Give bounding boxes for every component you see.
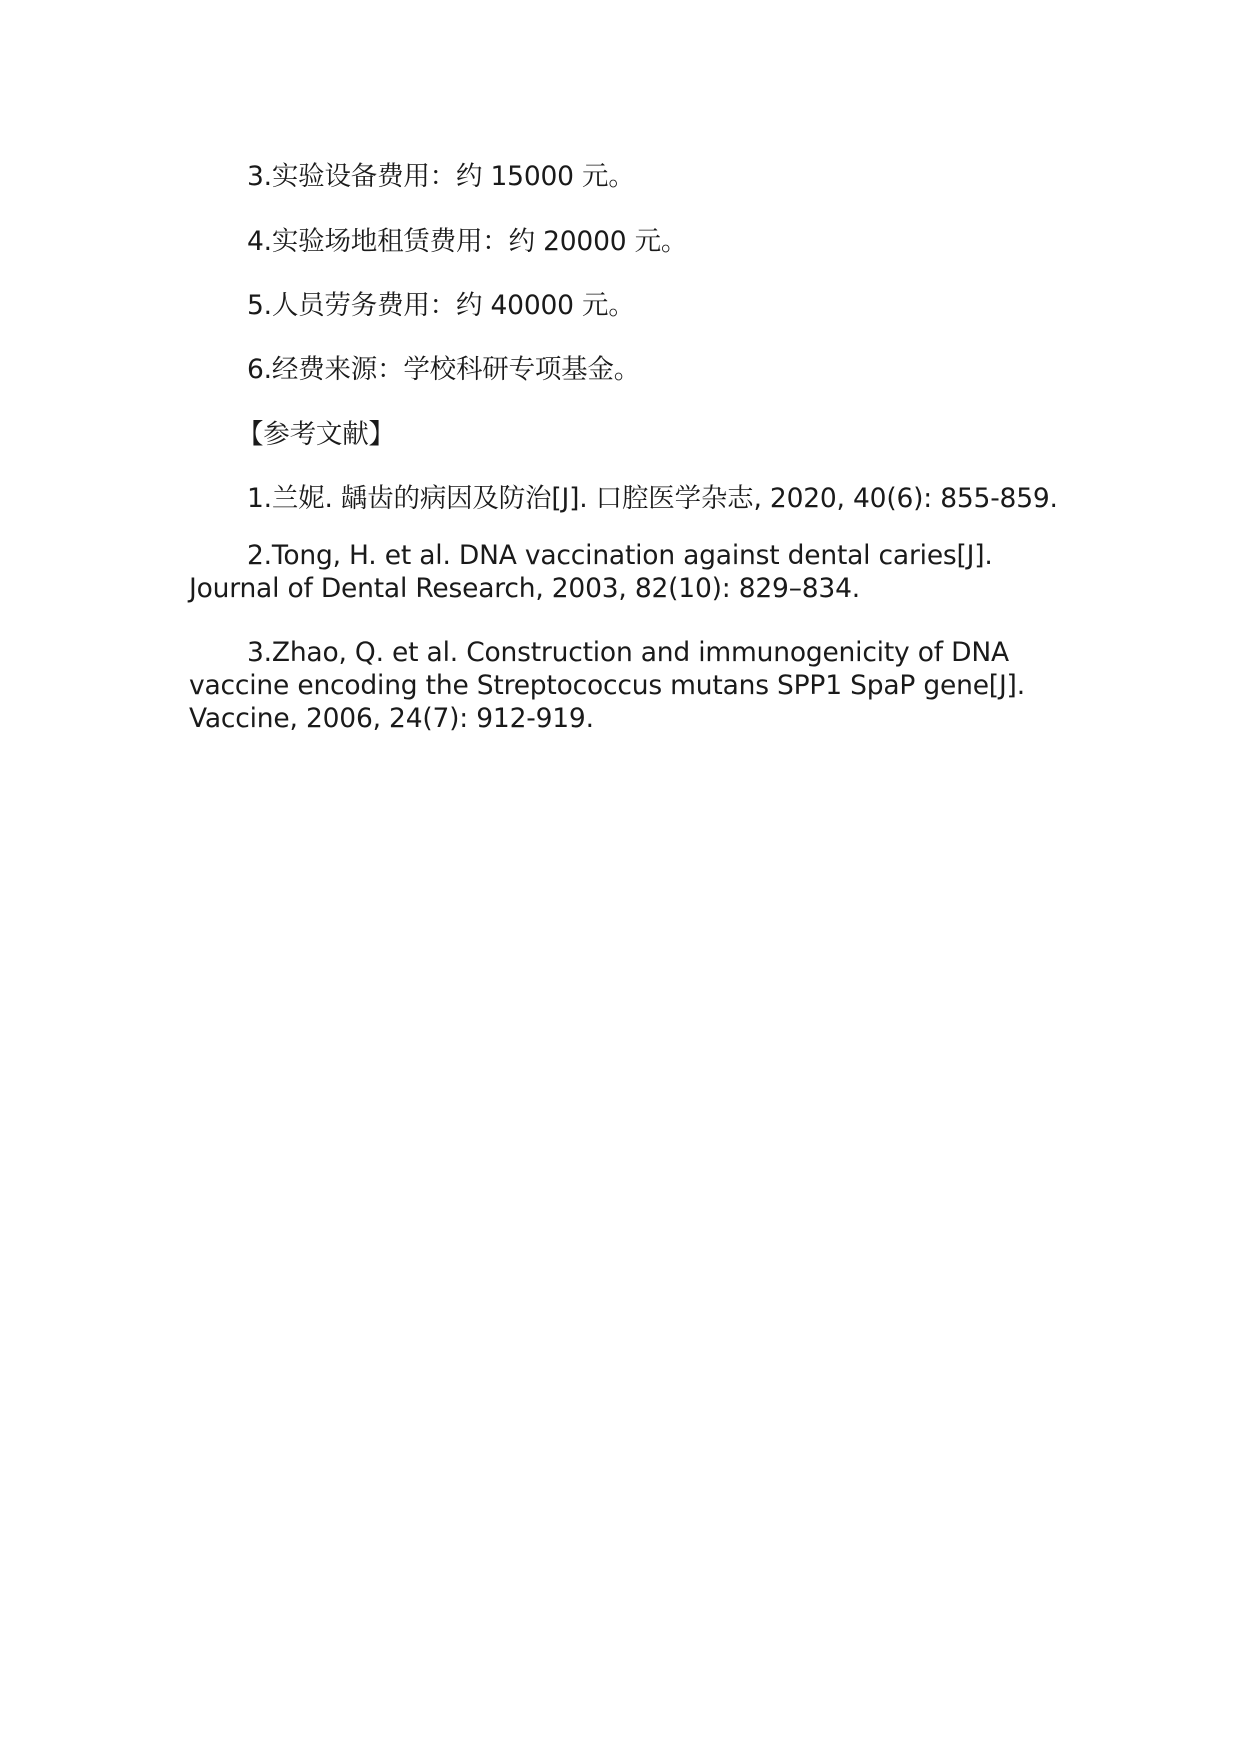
reference-entry-3: 3.Zhao, Q. et al. Construction and immunogenicity of DNA vaccine encoding the Streptococcus mutans SPP1 SpaP gene[J]. Vaccine, 2006, 24(7): 912-919.: [189, 637, 1025, 734]
references-heading: 【参考文献】: [237, 419, 395, 450]
reference-entry-2: 2.Tong, H. et al. DNA vaccination against dental caries[J]. Journal of Dental Research, 2003, 82(10): 829–834.: [189, 540, 993, 604]
budget-item-labor: 5.人员劳务费用：约 40000 元。: [247, 290, 635, 321]
reference-entry-1: 1.兰妮. 龋齿的病因及防治[J]. 口腔医学杂志, 2020, 40(6): 855-859.: [247, 483, 1058, 514]
budget-item-funding-source: 6.经费来源：学校科研专项基金。: [247, 354, 641, 385]
budget-item-equipment: 3.实验设备费用：约 15000 元。: [247, 161, 635, 192]
budget-item-venue-rental: 4.实验场地租赁费用：约 20000 元。: [247, 226, 688, 257]
